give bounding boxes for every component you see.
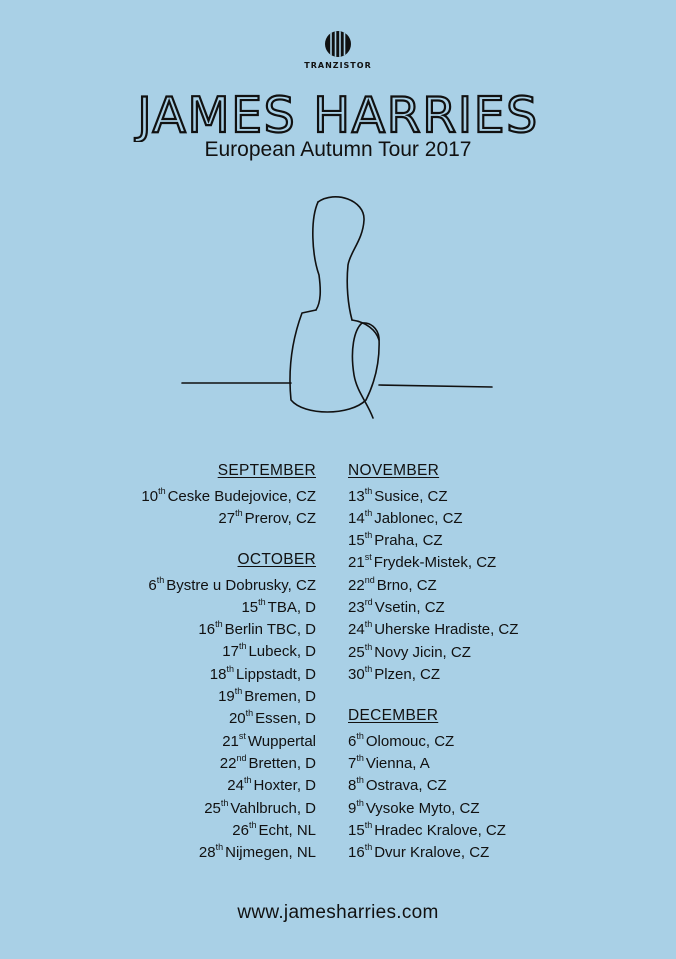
line-drawing-figure-icon — [180, 190, 500, 430]
venue-location: Praha, CZ — [374, 532, 443, 550]
venue-location: Uherske Hradiste, CZ — [374, 621, 519, 639]
day-number: 24th — [227, 775, 252, 795]
tour-date-row — [141, 570, 316, 592]
tour-dates-left-column — [141, 458, 316, 862]
day-number: 7th — [348, 752, 364, 772]
tour-date-row — [141, 659, 316, 681]
tour-date-row — [141, 614, 316, 639]
month-heading-november: NOVEMBER — [348, 462, 440, 479]
tour-date-row — [348, 726, 518, 748]
artist-title — [0, 82, 676, 142]
month-heading-october: OCTOBER — [237, 551, 316, 569]
day-number: 25th — [348, 641, 373, 661]
artist-name: JAMES HARRIES — [137, 87, 539, 142]
day-number: 17th — [222, 641, 247, 661]
day-number: 15th — [348, 530, 373, 550]
day-number: 16th — [198, 619, 223, 639]
tour-date-row — [141, 837, 316, 862]
day-number: 10th — [141, 485, 166, 505]
venue-location: Vahlbruch, D — [230, 799, 316, 817]
tour-date-row — [141, 793, 316, 815]
venue-location: Jablonec, CZ — [374, 509, 463, 527]
venue-location: Novy Jicin, CZ — [374, 643, 471, 661]
tour-date-row — [348, 637, 518, 659]
day-number: 9th — [348, 797, 364, 817]
section-spacer — [141, 525, 316, 547]
day-number: 22nd — [219, 752, 247, 772]
tour-date-row — [141, 815, 316, 837]
venue-location: Lubeck, D — [248, 643, 316, 661]
venue-location: Wuppertal — [247, 732, 316, 750]
day-number: 26th — [232, 819, 257, 839]
venue-location: Lippstadt, D — [235, 665, 316, 683]
day-number: 22nd — [348, 574, 375, 594]
venue-location: Nijmegen, NL — [225, 844, 316, 862]
tour-date-row — [348, 592, 518, 614]
tour-date-row — [348, 659, 518, 681]
tour-date-row — [348, 503, 518, 525]
day-number: 18th — [209, 663, 234, 683]
venue-location: Ostrava, CZ — [365, 777, 447, 795]
tour-date-row — [141, 481, 316, 503]
venue-location: Susice, CZ — [374, 487, 448, 505]
month-heading-december: DECEMBER — [348, 707, 439, 725]
day-number: 21st — [348, 552, 372, 572]
day-number: 14th — [348, 507, 373, 527]
day-number: 15th — [241, 596, 266, 616]
tour-date-row — [348, 614, 519, 639]
venue-location: Plzen, CZ — [374, 665, 441, 683]
venue-location: Ceske Budejovice, CZ — [167, 487, 316, 505]
section-spacer — [348, 681, 518, 703]
venue-location: Brno, CZ — [376, 576, 437, 594]
venue-location: Bretten, D — [248, 754, 316, 772]
venue-location: Bystre u Dobrusky, CZ — [166, 576, 316, 594]
tour-date-row — [141, 726, 316, 748]
day-number: 15th — [348, 819, 373, 839]
venue-location: TBA, D — [267, 598, 316, 616]
venue-location: Frydek-Mistek, CZ — [373, 554, 497, 572]
day-number: 28th — [198, 842, 224, 862]
tour-date-row — [141, 636, 316, 661]
tour-date-row — [348, 815, 518, 837]
tranzistor-logo-icon — [324, 30, 352, 58]
day-number: 23rd — [348, 596, 373, 616]
tour-date-row — [141, 592, 316, 614]
tour-dates-right-column — [348, 458, 519, 862]
venue-location: Vysoke Myto, CZ — [365, 799, 480, 817]
tour-date-row — [348, 748, 518, 770]
venue-location: Echt, NL — [258, 821, 316, 839]
venue-location: Hoxter, D — [253, 777, 316, 795]
venue-location: Essen, D — [255, 710, 316, 728]
venue-location: Vsetin, CZ — [374, 598, 445, 616]
tour-date-row — [141, 703, 316, 728]
tour-date-row — [348, 837, 518, 862]
venue-location: Prerov, CZ — [244, 509, 316, 527]
tour-date-row — [141, 770, 316, 795]
day-number: 6th — [348, 730, 364, 750]
venue-location: Dvur Kralove, CZ — [374, 844, 490, 862]
day-number: 20th — [228, 708, 254, 728]
day-number: 16th — [348, 842, 373, 862]
venue-location: Hradec Kralove, CZ — [374, 821, 506, 839]
day-number: 27th — [218, 507, 243, 527]
tour-date-row — [348, 547, 518, 572]
tour-date-row — [348, 525, 518, 550]
tour-date-row — [141, 681, 316, 706]
day-number: 30th — [348, 663, 373, 683]
website-link[interactable]: www.jamesharries.com — [237, 902, 439, 923]
tour-date-row — [348, 770, 518, 795]
day-number: 19th — [218, 686, 243, 706]
day-number: 6th — [148, 574, 165, 594]
day-number: 25th — [204, 797, 229, 817]
month-heading-september: SEPTEMBER — [217, 462, 316, 479]
tour-title: European Autumn Tour 2017 — [204, 138, 472, 161]
brand-name: TRANZISTOR — [304, 61, 372, 70]
tour-date-row — [348, 793, 518, 815]
venue-location: Berlin TBC, D — [224, 621, 316, 639]
day-number: 24th — [348, 619, 373, 639]
brand-logo — [0, 30, 676, 70]
tour-date-row — [141, 748, 316, 770]
day-number: 21st — [222, 730, 246, 750]
tour-date-row — [348, 570, 518, 592]
day-number: 8th — [348, 775, 364, 795]
tour-date-row — [348, 481, 518, 503]
venue-location: Olomouc, CZ — [365, 732, 455, 750]
tour-date-row — [141, 503, 316, 525]
day-number: 13th — [348, 485, 373, 505]
venue-location: Vienna, A — [365, 754, 430, 772]
venue-location: Bremen, D — [244, 688, 316, 706]
